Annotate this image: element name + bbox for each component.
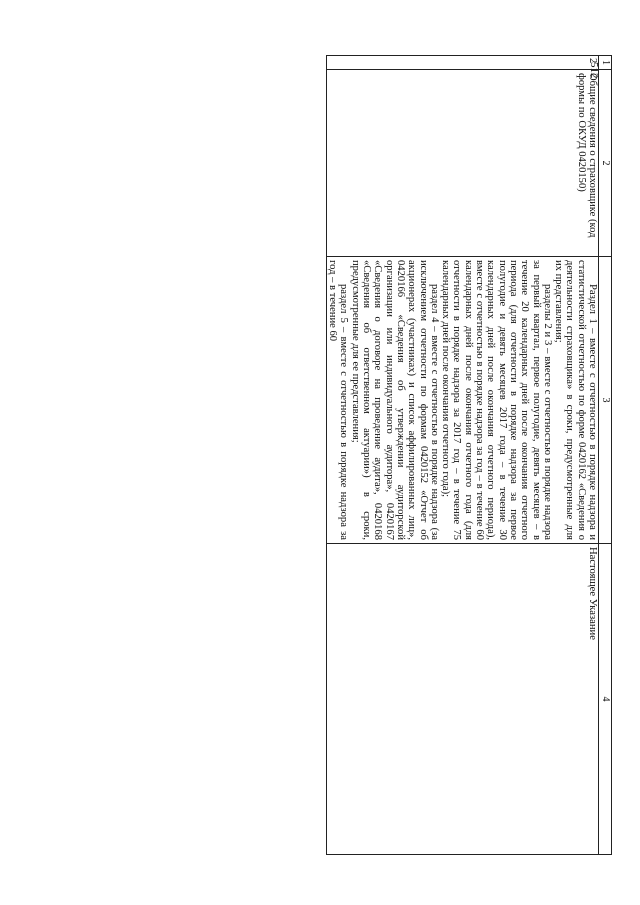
form-name-cell: Общие сведения о страховщике (код формы по ОКУД 0420150) bbox=[326, 70, 598, 257]
terms-paragraph: Раздел 1 – вместе с отчетностью в порядке надзора и статистической отчетностью по форме 0420162 «Сведения о деятельности страховщика» в сроки, предусмотренные для их представления; bbox=[553, 260, 598, 540]
row-number: 2 bbox=[326, 56, 598, 70]
table-row bbox=[326, 56, 598, 855]
terms-paragraph: разделы 2 и 3 – вместе с отчетностью в порядке надзора за первый квартал, первое полугодие, девять месяцев – в течение 20 календарных дней после окончания отчетного периода (для отчетности в порядке надзора за первое полугодие и девять месяцев 2017 года – в течение 30 календарных дней после окончания отчетного периода), вместе с отчетностью в порядке надзора за год – в течение 60 календарных дней после окончания отчетного года (для отчетности в порядке надзора за 2017 год – в течение 75 календарных дней после окончания отчетного года); bbox=[440, 260, 553, 540]
terms-paragraph: раздел 5 – вместе с отчетностью в порядке надзора за год – в течение 60 bbox=[327, 260, 350, 540]
terms-cell bbox=[326, 257, 598, 544]
reporting-table bbox=[326, 55, 612, 855]
rotated-page bbox=[112, 55, 612, 850]
column-number: 2 bbox=[599, 70, 612, 257]
basis-cell: Настоящее Указание bbox=[326, 544, 598, 855]
page-number: 512 bbox=[588, 62, 600, 79]
column-number: 4 bbox=[599, 544, 612, 855]
column-number-row bbox=[599, 56, 612, 855]
terms-paragraph: раздел 4 – вместе с отчетностью в порядке надзора (за исключением отчетности по формам 0420152 «Отчет об акционерах (участниках) и список аффилированных лиц», 0420166 «Сведения об утверждении аудиторской организации или индивидуального аудитора», 0420167 «Сведения о договоре на проведение аудита», 0420168 «Сведения об ответственном актуарии») в сроки, предусмотренные для ее представления; bbox=[349, 260, 440, 540]
column-number: 3 bbox=[599, 257, 612, 544]
column-number: 1 bbox=[599, 56, 612, 70]
